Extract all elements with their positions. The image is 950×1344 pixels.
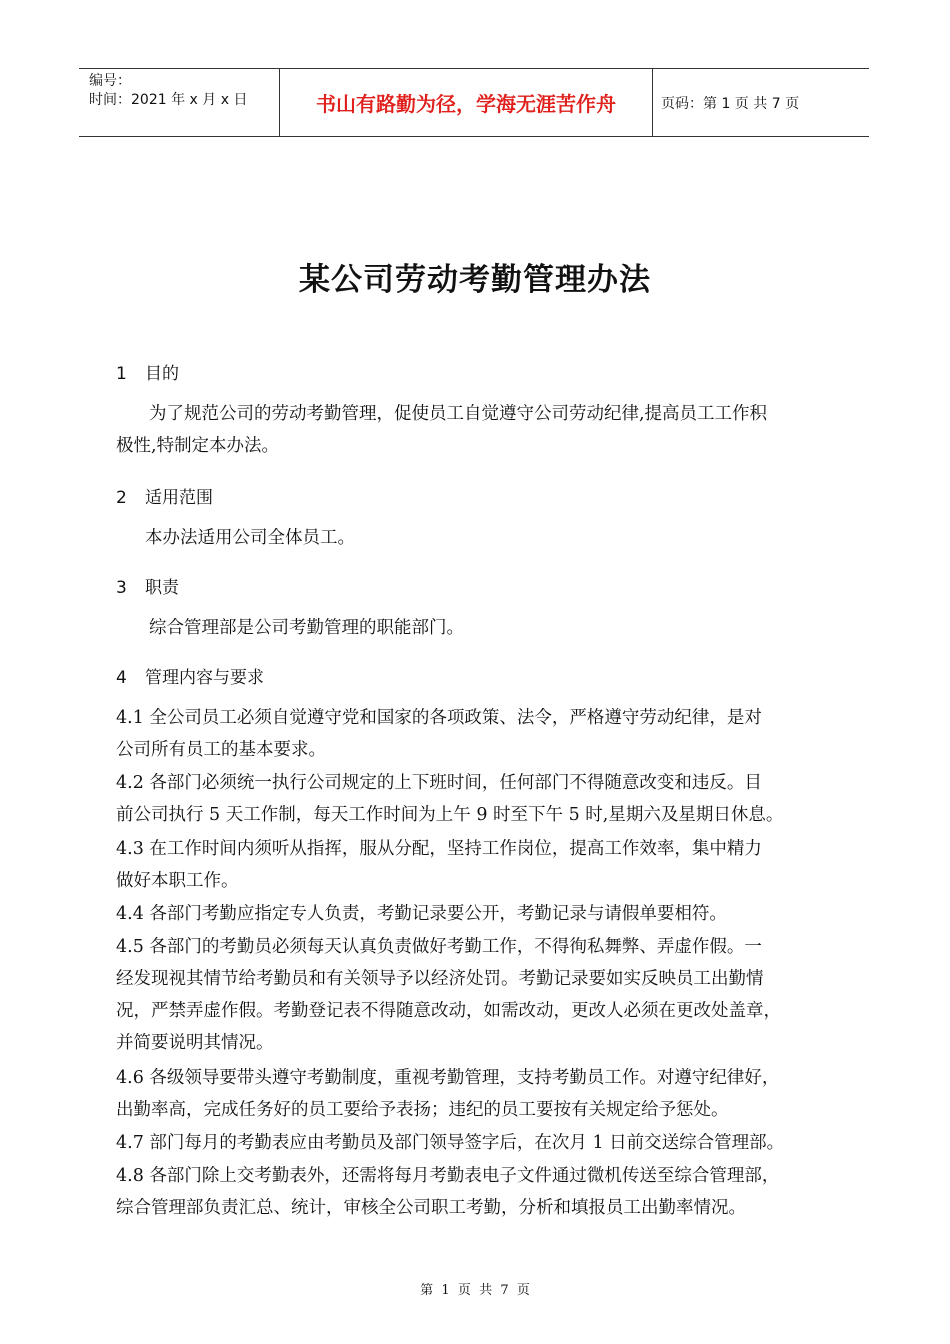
clause-4-3 xyxy=(116,833,762,897)
clause-line: 并简要说明其情况。 xyxy=(116,1033,274,1053)
section-2-paragraph xyxy=(145,522,355,554)
clause-4-5 xyxy=(116,931,781,1059)
clause-line: 4.6 各级领导要带头遵守考勤制度，重视考勤管理，支持考勤员工作。对遵守纪律好， xyxy=(116,1068,780,1088)
section-heading-1 xyxy=(116,359,179,384)
clause-line: 4.1 全公司员工必须自觉遵守党和国家的各项政策、法令，严格遵守劳动纪律，是对 xyxy=(116,708,762,728)
header-page-info: 页码：第 1 页 共 7 页 xyxy=(661,95,800,112)
header-meta xyxy=(79,69,280,136)
document-title: 某公司劳动考勤管理办法 xyxy=(299,262,651,298)
clause-4-2 xyxy=(116,767,783,831)
clause-4-6 xyxy=(116,1062,779,1126)
section-3-paragraph xyxy=(149,612,464,644)
clause-line: 出勤率高，完成任务好的员工要给予表扬；违纪的员工要按有关规定给予惩处。 xyxy=(116,1100,729,1120)
clause-line: 4.7 部门每月的考勤表应由考勤员及部门领导签字后，在次月 1 日前交送综合管理部。 xyxy=(116,1133,785,1153)
clause-4-8 xyxy=(116,1160,779,1224)
section-title: 适用范围 xyxy=(145,488,213,508)
document-header xyxy=(79,68,869,137)
clause-line: 4.4 各部门考勤应指定专人负责，考勤记录要公开，考勤记录与请假单要相符。 xyxy=(116,904,727,924)
section-number: 2 xyxy=(116,488,127,508)
header-date-label: 时间：2021 年 x 月 x 日 xyxy=(89,92,248,108)
paragraph-line: 综合管理部是公司考勤管理的职能部门。 xyxy=(149,618,464,638)
section-heading-3 xyxy=(116,573,179,598)
clause-line: 做好本职工作。 xyxy=(116,871,239,891)
section-number: 1 xyxy=(116,364,127,384)
section-number: 4 xyxy=(116,668,127,688)
clause-line: 综合管理部负责汇总、统计，审核全公司职工考勤，分析和填报员工出勤率情况。 xyxy=(116,1198,746,1218)
paragraph-line: 本办法适用公司全体员工。 xyxy=(145,528,355,548)
section-title: 目的 xyxy=(145,364,179,384)
paragraph-line: 为了规范公司的劳动考勤管理，促使员工自觉遵守公司劳动纪律,提高员工工作积 xyxy=(149,404,768,424)
section-heading-4 xyxy=(116,663,264,688)
clause-4-4 xyxy=(116,898,727,930)
clause-line: 4.8 各部门除上交考勤表外，还需将每月考勤表电子文件通过微机传送至综合管理部， xyxy=(116,1166,780,1186)
clause-line: 4.5 各部门的考勤员必须每天认真负责做好考勤工作，不得徇私舞弊、弄虚作假。一 xyxy=(116,937,762,957)
section-title: 管理内容与要求 xyxy=(145,668,264,688)
paragraph-line: 极性,特制定本办法。 xyxy=(116,436,280,456)
clause-line: 况，严禁弄虚作假。考勤登记表不得随意改动，如需改动，更改人必须在更改处盖章， xyxy=(116,1001,781,1021)
clause-4-7 xyxy=(116,1127,784,1159)
section-1-paragraph xyxy=(116,398,767,462)
section-heading-2 xyxy=(116,483,213,508)
clause-line: 4.3 在工作时间内须听从指挥，服从分配，坚持工作岗位，提高工作效率，集中精力 xyxy=(116,839,762,859)
section-title: 职责 xyxy=(145,578,179,598)
clause-line: 公司所有员工的基本要求。 xyxy=(116,740,326,760)
clause-line: 经发现视其情节给考勤员和有关领导予以经济处罚。考勤记录要如实反映员工出勤情 xyxy=(116,969,764,989)
clause-line: 前公司执行 5 天工作制，每天工作时间为上午 9 时至下午 5 时,星期六及星期日休息。 xyxy=(116,805,784,825)
section-number: 3 xyxy=(116,578,127,598)
header-number-label: 编号： xyxy=(89,73,131,89)
clause-4-1 xyxy=(116,702,762,766)
clause-line: 4.2 各部门必须统一执行公司规定的上下班时间，任何部门不得随意改变和违反。目 xyxy=(116,773,762,793)
page-footer: 第 1 页 共 7 页 xyxy=(420,1283,530,1298)
header-motto: 书山有路勤为径，学海无涯苦作舟 xyxy=(280,69,653,136)
